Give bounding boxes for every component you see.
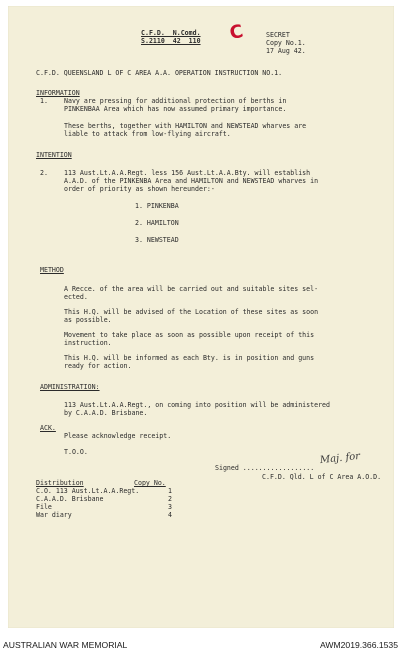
date: 17 Aug 42. bbox=[266, 47, 306, 55]
signed-line: Signed .................. bbox=[215, 464, 315, 472]
method-line: ready for action. bbox=[64, 362, 132, 370]
administration-line: 113 Aust.Lt.A.A.Regt., on coming into position will be administered bbox=[64, 401, 330, 409]
distribution-heading: Distribution bbox=[36, 479, 84, 487]
footer-accession: AWM2019.366.1535 bbox=[319, 640, 398, 650]
information-line: liable to attack from low-flying aircraft. bbox=[64, 130, 231, 138]
ref-line-2: S.2110 42 110 bbox=[141, 37, 201, 45]
red-mark: C bbox=[227, 20, 246, 45]
distribution-name: File bbox=[36, 503, 52, 511]
method-line: This H.Q. will be informed as each Bty. is in position and guns bbox=[64, 354, 315, 362]
priority-item: 2. HAMILTON bbox=[135, 219, 179, 227]
copy-no-heading: Copy No. bbox=[134, 479, 166, 487]
priority-item: 3. NEWSTEAD bbox=[135, 236, 179, 244]
signature: Maj. for bbox=[319, 450, 361, 467]
distribution-copy: 4 bbox=[168, 511, 172, 519]
para-number-1: 1. bbox=[40, 97, 48, 105]
administration-heading: ADMINISTRATION: bbox=[40, 383, 100, 391]
document-title: C.F.D. QUEENSLAND L OF C AREA A.A. OPERATION INSTRUCTION NO.1. bbox=[36, 69, 283, 77]
method-line: ected. bbox=[64, 293, 88, 301]
too: T.O.O. bbox=[64, 448, 88, 456]
intention-line: 113 Aust.Lt.A.A.Regt. less 156 Aust.Lt.A.A.Bty. will establish bbox=[64, 169, 311, 177]
distribution-copy: 2 bbox=[168, 495, 172, 503]
distribution-name: War diary bbox=[36, 511, 72, 519]
copy-number: Copy No.1. bbox=[266, 39, 306, 47]
ref-line-1: C.F.D. N.Comd. bbox=[141, 29, 201, 37]
distribution-name: C.A.A.D. Brisbane bbox=[36, 495, 104, 503]
ack-text: Please acknowledge receipt. bbox=[64, 432, 172, 440]
intention-line: A.A.D. of the PINKENBA Area and HAMILTON and NEWSTEAD wharves in bbox=[64, 177, 319, 185]
footer-institution: AUSTRALIAN WAR MEMORIAL bbox=[3, 640, 128, 650]
method-line: Movement to take place as soon as possible upon receipt of this bbox=[64, 331, 315, 339]
para-number-2: 2. bbox=[40, 169, 48, 177]
administration-line: by C.A.A.D. Brisbane. bbox=[64, 409, 148, 417]
method-line: A Recce. of the area will be carried out and suitable sites sel- bbox=[64, 285, 319, 293]
information-line: PINKENBAA Area which has now assumed primary importance. bbox=[64, 105, 287, 113]
information-line: These berths, together with HAMILTON and NEWSTEAD wharves are bbox=[64, 122, 307, 130]
method-line: instruction. bbox=[64, 339, 112, 347]
classification: SECRET bbox=[266, 31, 290, 39]
method-heading: METHOD bbox=[40, 266, 64, 274]
method-line: as possible. bbox=[64, 316, 112, 324]
ack-heading: ACK. bbox=[40, 424, 56, 432]
intention-line: order of priority as shown hereunder:- bbox=[64, 185, 215, 193]
method-line: This H.Q. will be advised of the Location of these sites as soon bbox=[64, 308, 319, 316]
signatory-title: C.F.D. Qld. L of C Area A.O.D. bbox=[262, 473, 382, 481]
intention-heading: INTENTION bbox=[36, 151, 72, 159]
information-heading: INFORMATION bbox=[36, 89, 80, 97]
document-page bbox=[8, 6, 394, 628]
priority-item: 1. PINKENBA bbox=[135, 202, 179, 210]
distribution-name: C.O. 113 Aust.Lt.A.A.Regt. bbox=[36, 487, 140, 495]
information-line: Navy are pressing for additional protection of berths in bbox=[64, 97, 287, 105]
distribution-copy: 1 bbox=[168, 487, 172, 495]
distribution-copy: 3 bbox=[168, 503, 172, 511]
